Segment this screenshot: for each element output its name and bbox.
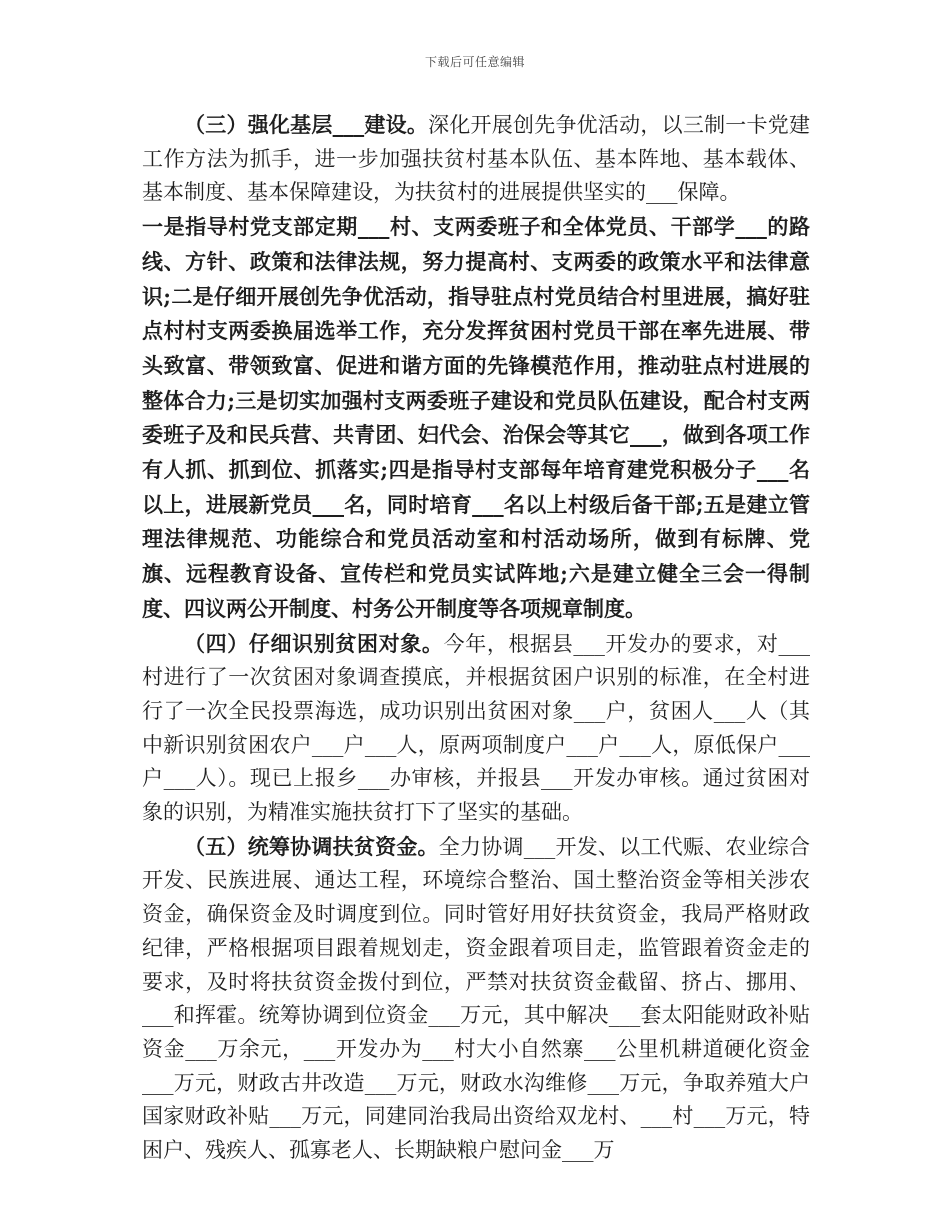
paragraph-section-5 xyxy=(142,830,810,1168)
section-3-heading: （三）强化基层___建设。 xyxy=(184,112,429,137)
document-body xyxy=(142,108,810,1168)
section-5-text: 全力协调___开发、以工代赈、农业综合开发、民族进展、通达工程，环境综合整治、国土整治资金等相关涉农资金，确保资金及时调度到位。同时管好用好扶贫资金，我局严格财政纪律，严格根据项目跟着规划走，资金跟着项目走，监管跟着资金走的要求，及时将扶贫资金拨付到位，严禁对扶贫资金截留、挤占、挪用、___和挥霍。统筹协调到位资金___万元，其中解决___套太阳能财政补贴资金___万余元，___开发办为___村大小自然寨___公里机耕道硬化资金___万元，财政古井改造___万元，财政水沟维修___万元，争取养殖大户国家财政补贴___万元，同建同治我局出资给双龙村、___村___万元，特困户、残疾人、孤寡老人、长期缺粮户慰问金___万 xyxy=(142,834,811,1163)
paragraph-section-4 xyxy=(142,627,810,830)
paragraph-section-3-bold xyxy=(142,210,810,626)
section-4-heading: （四）仔细识别贫困对象。 xyxy=(184,630,444,656)
section-3-bold-text: 一是指导村党支部定期___村、支两委班子和全体党员、干部学___的路线、方针、政策和法律法规，努力提高村、支两委的政策水平和法律意识;二是仔细开展创先争优活动，指导驻点村党员结合村里进展，搞好驻点村村支两委换届选举工作，充分发挥贫困村党员干部在率先进展、带头致富、带领致富、促进和谐方面的先锋模范作用，推动驻点村进展的整体合力;三是切实加强村支两委班子建设和党员队伍建设，配合村支两委班子及和民兵营、共青团、妇代会、治保会等其它___，做到各项工作有人抓、抓到位、抓落实;四是指导村支部每年培育建党积极分子___名以上，进展新党员___名，同时培育___名以上村级后备干部;五是建立管理法律规范、功能综合和党员活动室和村活动场所，做到有标牌、党旗、远程教育设备、宣传栏和党员实试阵地;六是建立健全三会一得制度、四议两公开制度、村务公开制度等各项规章制度。 xyxy=(142,214,810,621)
paragraph-section-3 xyxy=(142,108,810,210)
section-4-text: 今年，根据县___开发办的要求，对___村进行了一次贫困对象调查摸底，并根据贫困户识别的标准，在全村进行了一次全民投票海选，成功识别出贫困对象___户，贫困人___人（其中新识别贫困农户___户___人，原两项制度户___户___人，原低保户___户___人）。现已上报乡___办审核，并报县___开发办审核。通过贫困对象的识别，为精准实施扶贫打下了坚实的基础。 xyxy=(142,631,811,825)
section-5-heading: （五）统筹协调扶贫资金。 xyxy=(184,833,439,859)
section-3-intro: 深化开展创先争优活动，以三制一卡党建工作方法为抓手，进一步加强扶贫村基本队伍、基本阵地、基本载体、基本制度、基本保障建设，为扶贫村的进展提供坚实的___保障。 xyxy=(142,113,811,205)
page-header: 下载后可任意编辑 xyxy=(424,55,525,69)
